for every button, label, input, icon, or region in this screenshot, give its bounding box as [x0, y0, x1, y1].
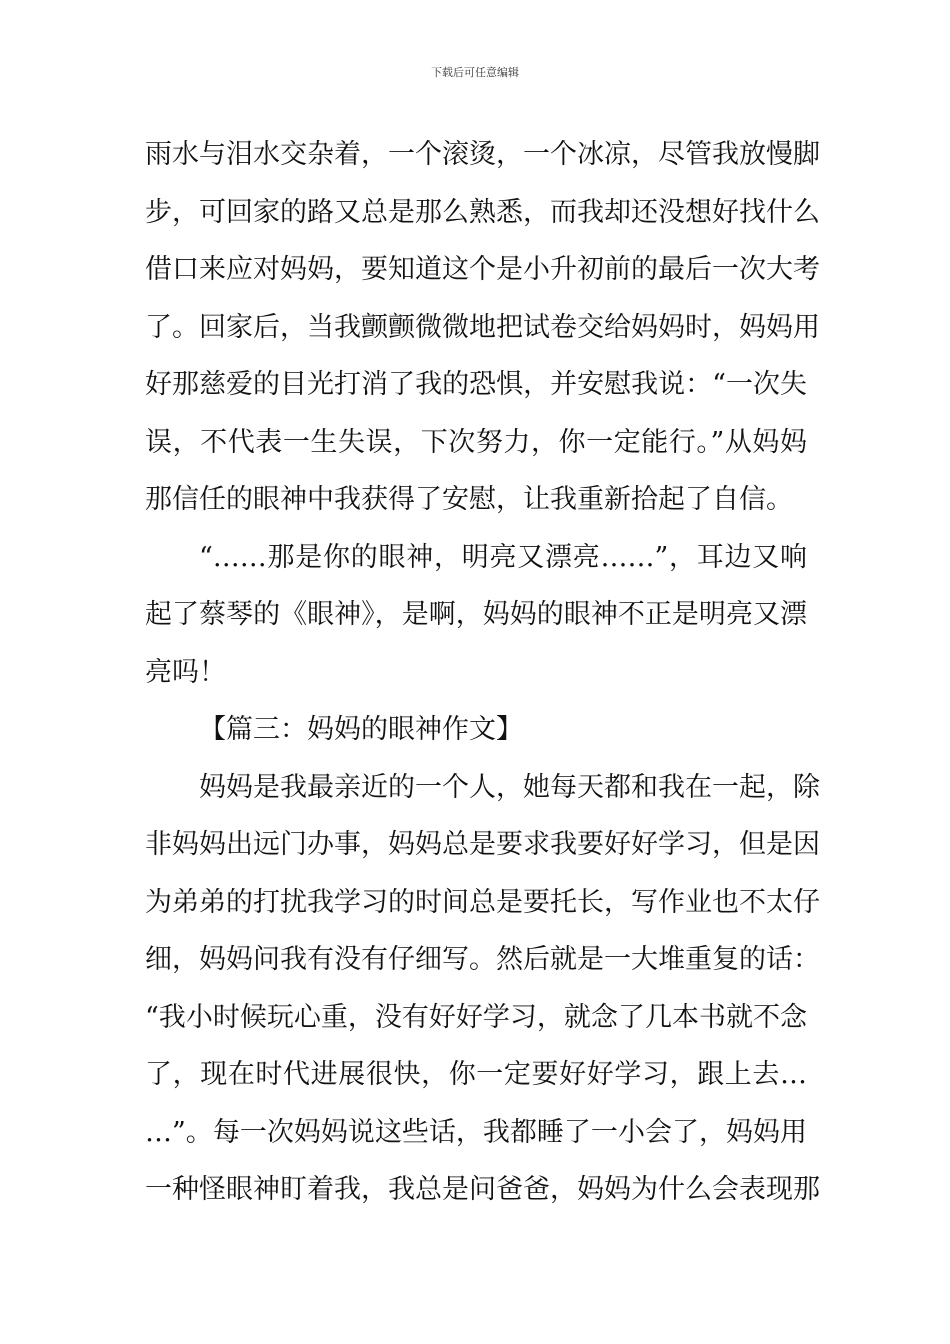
text-line: “……那是你的眼神，明亮又漂亮……”，耳边又响 — [199, 541, 807, 573]
section-heading: 【篇三：妈妈的眼神作文】 — [199, 714, 523, 745]
text-line: 好那慈爱的目光打消了我的恐惧，并安慰我说：“一次失 — [145, 369, 807, 400]
text-line: 误，不代表一生失误，下次努力，你一定能行。”从妈妈 — [145, 426, 807, 458]
text-line: 雨水与泪水交杂着，一个滚烫，一个冰凉，尽管我放慢脚 — [145, 139, 820, 170]
text-line: …”。每一次妈妈说这些话，我都睡了一小会了，妈妈用 — [145, 1116, 807, 1148]
page-header: 下载后可任意编辑 — [431, 66, 519, 79]
text-line: 借口来应对妈妈，要知道这个是小升初前的最后一次大考 — [145, 254, 820, 285]
text-line: 非妈妈出远门办事，妈妈总是要求我要好好学习，但是因 — [145, 829, 820, 860]
document-body — [145, 126, 820, 1219]
text-line: 为弟弟的打扰我学习的时间总是要托长，写作业也不太仔 — [145, 886, 820, 918]
text-line: 步，可回家的路又总是那么熟悉，而我却还没想好找什么 — [145, 196, 820, 228]
text-line: 了，现在时代进展很快，你一定要好好学习，跟上去… — [145, 1059, 807, 1090]
text-line: 了。回家后，当我颤颤微微地把试卷交给妈妈时，妈妈用 — [145, 311, 820, 343]
text-line: 那信任的眼神中我获得了安慰，让我重新拾起了自信。 — [145, 484, 793, 515]
text-line: 细，妈妈问我有没有仔细写。然后就是一大堆重复的话： — [145, 944, 820, 975]
text-line: 妈妈是我最亲近的一个人，她每天都和我在一起，除 — [199, 771, 820, 803]
text-line: “我小时候玩心重，没有好好学习，就念了几本书就不念 — [145, 1001, 807, 1033]
text-line: 亮吗！ — [145, 656, 226, 688]
text-line: 起了蔡琴的《眼神》，是啊，妈妈的眼神不正是明亮又漂 — [145, 599, 807, 630]
text-line: 一种怪眼神盯着我，我总是问爸爸，妈妈为什么会表现那 — [145, 1174, 820, 1205]
